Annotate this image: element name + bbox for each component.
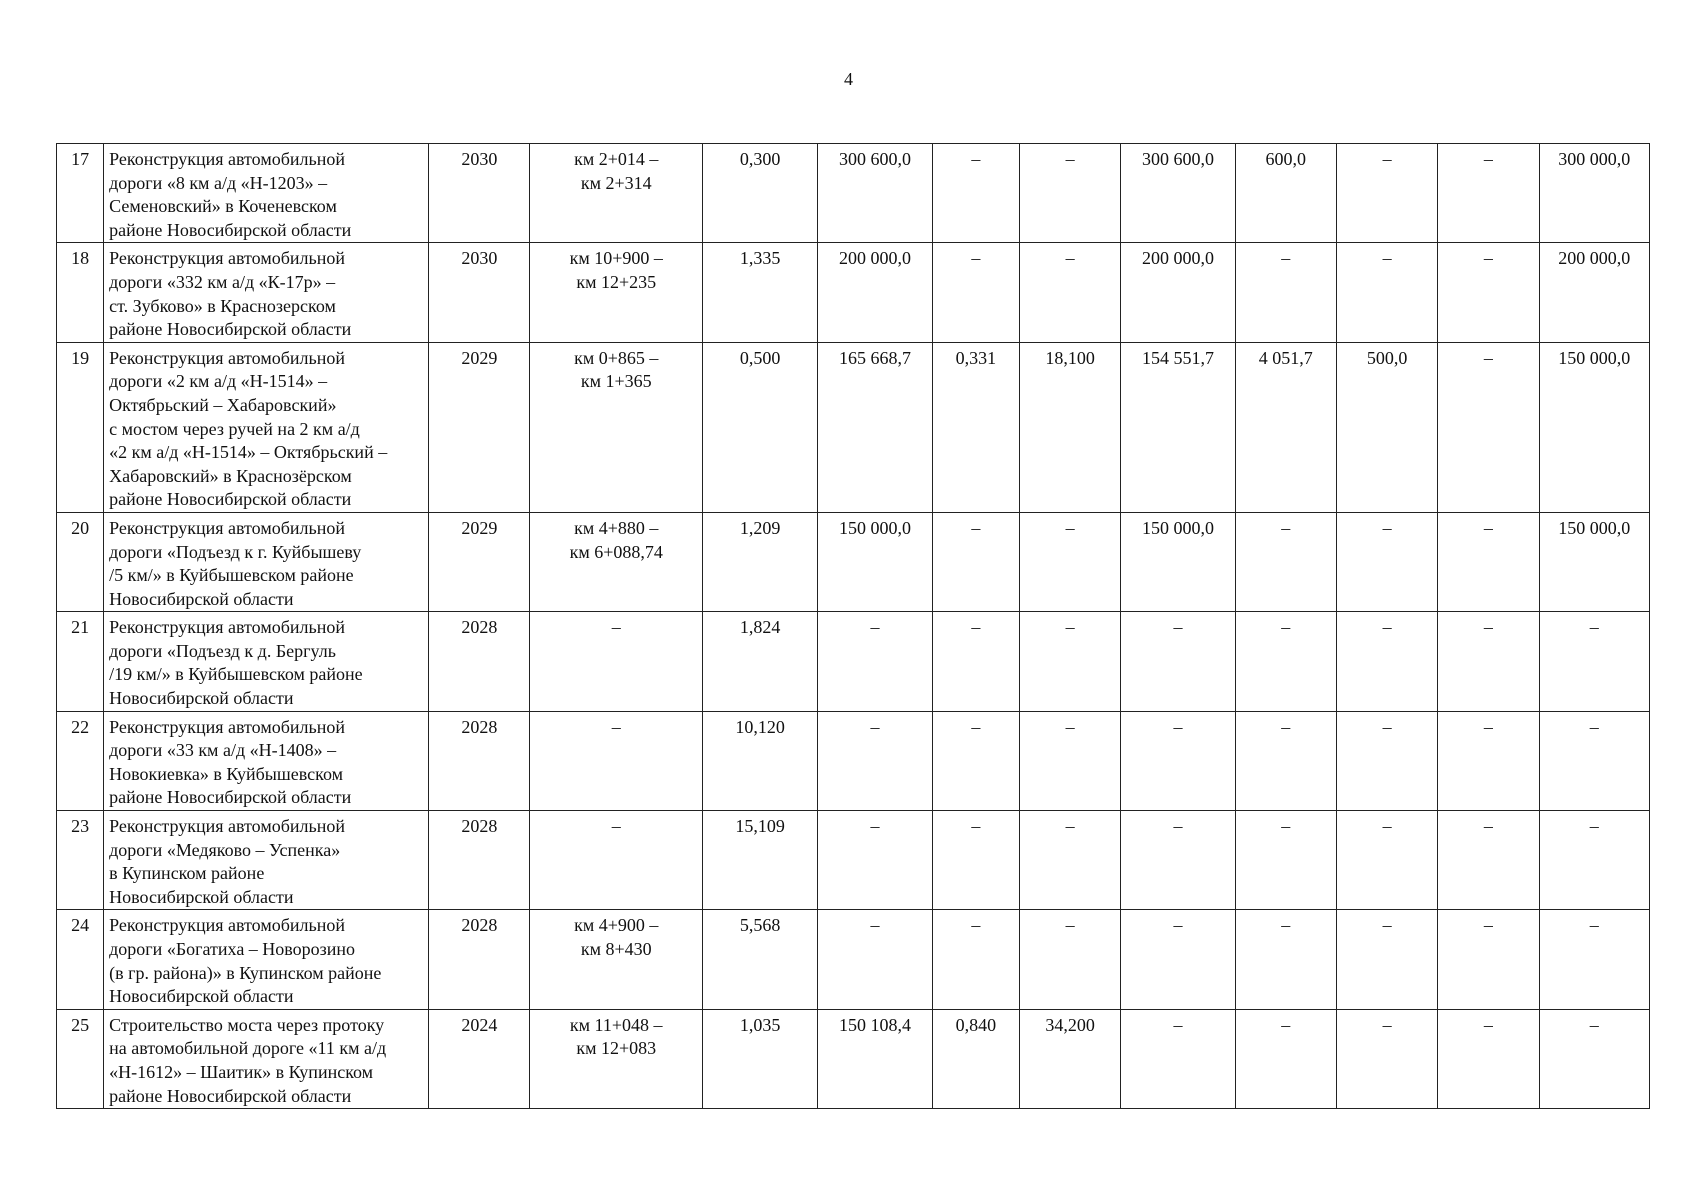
row-number: 24 bbox=[57, 910, 104, 1009]
road-section-cell bbox=[530, 243, 703, 342]
project-name-line: дороги «Богатиха – Новорозино bbox=[109, 939, 356, 959]
length-cell: 1,209 bbox=[703, 512, 818, 611]
cost-cell: 150 000,0 bbox=[818, 512, 932, 611]
cost-cell: 165 668,7 bbox=[818, 342, 932, 512]
year-cell: 2028 bbox=[429, 910, 530, 1009]
project-name-line: Новокиевка» в Куйбышевском bbox=[109, 763, 343, 784]
row-number: 25 bbox=[57, 1009, 104, 1108]
table-row bbox=[57, 612, 1650, 711]
value-cell-11: – bbox=[1438, 1009, 1539, 1108]
road-section-line: км 1+365 bbox=[580, 371, 652, 392]
value-cell-6: 0,331 bbox=[932, 342, 1019, 512]
value-cell-12: 150 000,0 bbox=[1539, 342, 1649, 512]
road-section-line: км 10+900 – bbox=[569, 248, 663, 269]
table-row bbox=[57, 243, 1650, 342]
year-cell: 2028 bbox=[429, 811, 530, 910]
project-name-line: Октябрьский – Хабаровский» bbox=[109, 394, 337, 415]
project-name-line: районе Новосибирской области bbox=[109, 319, 352, 340]
project-name-line: ст. Зубково» в Краснозерском bbox=[109, 295, 336, 316]
road-section-cell bbox=[530, 811, 703, 910]
road-projects-table bbox=[56, 143, 1650, 1109]
table-row bbox=[57, 811, 1650, 910]
value-cell-10: – bbox=[1336, 1009, 1437, 1108]
value-cell-7: – bbox=[1019, 512, 1120, 611]
value-cell-9: – bbox=[1235, 612, 1336, 711]
value-cell-6: – bbox=[932, 910, 1019, 1009]
value-cell-7: 18,100 bbox=[1019, 342, 1120, 512]
value-cell-12: 150 000,0 bbox=[1539, 512, 1649, 611]
project-name-line: с мостом через ручей на 2 км а/д bbox=[109, 418, 360, 439]
table-row bbox=[57, 910, 1650, 1009]
project-name-line: Хабаровский» в Краснозёрском bbox=[109, 465, 352, 486]
project-name-line: Реконструкция автомобильной bbox=[109, 816, 345, 837]
project-name-cell bbox=[104, 612, 429, 711]
length-cell: 1,035 bbox=[703, 1009, 818, 1108]
year-cell: 2030 bbox=[429, 243, 530, 342]
value-cell-11: – bbox=[1438, 144, 1539, 243]
value-cell-9: – bbox=[1235, 1009, 1336, 1108]
value-cell-12: 300 000,0 bbox=[1539, 144, 1649, 243]
year-cell: 2030 bbox=[429, 144, 530, 243]
value-cell-9: – bbox=[1235, 512, 1336, 611]
length-cell: 15,109 bbox=[703, 811, 818, 910]
table-row bbox=[57, 1009, 1650, 1108]
value-cell-6: – bbox=[932, 612, 1019, 711]
row-number: 20 bbox=[57, 512, 104, 611]
value-cell-6: 0,840 bbox=[932, 1009, 1019, 1108]
cost-cell: – bbox=[818, 910, 932, 1009]
project-name-line: дороги «33 км а/д «Н-1408» – bbox=[109, 740, 337, 761]
value-cell-8: – bbox=[1121, 711, 1235, 810]
table-row bbox=[57, 711, 1650, 810]
project-name-line: дороги «2 км а/д «Н-1514» – bbox=[109, 371, 328, 392]
value-cell-7: – bbox=[1019, 910, 1120, 1009]
road-section-cell bbox=[530, 144, 703, 243]
value-cell-12: – bbox=[1539, 910, 1649, 1009]
value-cell-10: – bbox=[1336, 144, 1437, 243]
value-cell-8: – bbox=[1121, 1009, 1235, 1108]
value-cell-11: – bbox=[1438, 342, 1539, 512]
length-cell: 1,335 bbox=[703, 243, 818, 342]
value-cell-12: – bbox=[1539, 711, 1649, 810]
value-cell-6: – bbox=[932, 711, 1019, 810]
project-name-line: Реконструкция автомобильной bbox=[109, 347, 345, 368]
year-cell: 2029 bbox=[429, 342, 530, 512]
road-section-line: – bbox=[611, 816, 621, 837]
project-name-line: районе Новосибирской области bbox=[109, 219, 352, 240]
length-cell: 10,120 bbox=[703, 711, 818, 810]
project-name-line: на автомобильной дороге «11 км а/д bbox=[109, 1038, 387, 1059]
length-cell: 5,568 bbox=[703, 910, 818, 1009]
road-section-cell bbox=[530, 612, 703, 711]
value-cell-12: – bbox=[1539, 612, 1649, 711]
year-cell: 2028 bbox=[429, 711, 530, 810]
value-cell-7: – bbox=[1019, 144, 1120, 243]
row-number: 21 bbox=[57, 612, 104, 711]
value-cell-10: – bbox=[1336, 243, 1437, 342]
length-cell: 0,500 bbox=[703, 342, 818, 512]
value-cell-9: – bbox=[1235, 910, 1336, 1009]
road-section-line: км 4+880 – bbox=[574, 517, 659, 538]
value-cell-12: – bbox=[1539, 1009, 1649, 1108]
cost-cell: – bbox=[818, 612, 932, 711]
project-name-line: Новосибирской области bbox=[109, 886, 294, 907]
road-section-line: км 12+083 bbox=[576, 1038, 657, 1059]
road-section-line: км 4+900 – bbox=[574, 915, 659, 936]
project-name-line: дороги «Подъезд к г. Куйбышеву bbox=[109, 541, 362, 562]
value-cell-7: – bbox=[1019, 711, 1120, 810]
value-cell-11: – bbox=[1438, 243, 1539, 342]
year-cell: 2024 bbox=[429, 1009, 530, 1108]
road-section-line: км 6+088,74 bbox=[569, 541, 663, 562]
project-name-cell bbox=[104, 1009, 429, 1108]
cost-cell: – bbox=[818, 811, 932, 910]
road-section-line: км 8+430 bbox=[580, 939, 652, 959]
row-number: 18 bbox=[57, 243, 104, 342]
project-name-cell bbox=[104, 910, 429, 1009]
value-cell-8: 200 000,0 bbox=[1121, 243, 1235, 342]
project-name-line: Реконструкция автомобильной bbox=[109, 517, 345, 538]
project-name-line: районе Новосибирской области bbox=[109, 489, 352, 510]
value-cell-10: – bbox=[1336, 811, 1437, 910]
project-name-line: в Купинском районе bbox=[109, 863, 265, 884]
project-name-line: «2 км а/д «Н-1514» – Октябрьский – bbox=[109, 442, 388, 463]
road-section-line: км 11+048 – bbox=[569, 1014, 663, 1035]
year-cell: 2028 bbox=[429, 612, 530, 711]
project-name-line: дороги «8 км а/д «Н-1203» – bbox=[109, 172, 328, 193]
table-row bbox=[57, 342, 1650, 512]
project-name-line: Реконструкция автомобильной bbox=[109, 149, 345, 169]
project-name-line: Реконструкция автомобильной bbox=[109, 716, 345, 737]
value-cell-10: – bbox=[1336, 910, 1437, 1009]
project-name-line: «Н-1612» – Шаитик» в Купинском bbox=[109, 1061, 374, 1082]
project-name-line: Новосибирской области bbox=[109, 986, 294, 1007]
value-cell-8: – bbox=[1121, 811, 1235, 910]
year-cell: 2029 bbox=[429, 512, 530, 611]
project-name-line: (в гр. района)» в Купинском районе bbox=[109, 962, 382, 983]
value-cell-10: – bbox=[1336, 512, 1437, 611]
value-cell-12: 200 000,0 bbox=[1539, 243, 1649, 342]
road-section-cell bbox=[530, 512, 703, 611]
value-cell-8: 150 000,0 bbox=[1121, 512, 1235, 611]
project-name-cell bbox=[104, 811, 429, 910]
cost-cell: – bbox=[818, 711, 932, 810]
value-cell-8: 300 600,0 bbox=[1121, 144, 1235, 243]
value-cell-11: – bbox=[1438, 512, 1539, 611]
value-cell-7: 34,200 bbox=[1019, 1009, 1120, 1108]
cost-cell: 150 108,4 bbox=[818, 1009, 932, 1108]
value-cell-12: – bbox=[1539, 811, 1649, 910]
row-number: 19 bbox=[57, 342, 104, 512]
project-name-line: дороги «332 км а/д «К-17р» – bbox=[109, 271, 336, 292]
length-cell: 0,300 bbox=[703, 144, 818, 243]
project-name-line: районе Новосибирской области bbox=[109, 1085, 352, 1106]
project-name-line: Новосибирской области bbox=[109, 588, 294, 609]
road-section-line: км 2+014 – bbox=[574, 149, 659, 169]
value-cell-7: – bbox=[1019, 811, 1120, 910]
value-cell-8: – bbox=[1121, 910, 1235, 1009]
project-name-line: /5 км/» в Куйбышевском районе bbox=[109, 565, 354, 586]
project-name-cell bbox=[104, 144, 429, 243]
project-name-line: дороги «Медяково – Успенка» bbox=[109, 839, 341, 860]
value-cell-8: – bbox=[1121, 612, 1235, 711]
value-cell-7: – bbox=[1019, 243, 1120, 342]
project-name-cell bbox=[104, 711, 429, 810]
table-row bbox=[57, 144, 1650, 243]
row-number: 23 bbox=[57, 811, 104, 910]
value-cell-7: – bbox=[1019, 612, 1120, 711]
project-name-line: Семеновский» в Коченевском bbox=[109, 196, 337, 217]
value-cell-9: – bbox=[1235, 711, 1336, 810]
value-cell-6: – bbox=[932, 811, 1019, 910]
road-section-cell bbox=[530, 711, 703, 810]
length-cell: 1,824 bbox=[703, 612, 818, 711]
project-name-cell bbox=[104, 342, 429, 512]
row-number: 22 bbox=[57, 711, 104, 810]
road-section-line: км 12+235 bbox=[576, 271, 657, 292]
road-section-cell bbox=[530, 342, 703, 512]
row-number: 17 bbox=[57, 144, 104, 243]
project-name-line: Новосибирской области bbox=[109, 688, 294, 709]
project-name-line: Реконструкция автомобильной bbox=[109, 248, 345, 269]
value-cell-11: – bbox=[1438, 811, 1539, 910]
project-name-line: Реконструкция автомобильной bbox=[109, 915, 345, 936]
cost-cell: 300 600,0 bbox=[818, 144, 932, 243]
value-cell-9: – bbox=[1235, 243, 1336, 342]
project-name-line: дороги «Подъезд к д. Бергуль bbox=[109, 640, 336, 661]
value-cell-9: 600,0 bbox=[1235, 144, 1336, 243]
road-section-line: – bbox=[611, 617, 621, 638]
road-section-cell bbox=[530, 1009, 703, 1108]
value-cell-6: – bbox=[932, 144, 1019, 243]
value-cell-11: – bbox=[1438, 711, 1539, 810]
project-name-line: Реконструкция автомобильной bbox=[109, 617, 345, 638]
value-cell-10: 500,0 bbox=[1336, 342, 1437, 512]
project-name-cell bbox=[104, 243, 429, 342]
project-name-line: районе Новосибирской области bbox=[109, 787, 352, 808]
road-section-line: – bbox=[611, 716, 621, 737]
road-section-line: км 0+865 – bbox=[574, 347, 659, 368]
project-name-line: Строительство моста через протоку bbox=[109, 1014, 385, 1035]
project-name-line: /19 км/» в Куйбышевском районе bbox=[109, 664, 363, 685]
road-section-cell bbox=[530, 910, 703, 1009]
value-cell-6: – bbox=[932, 512, 1019, 611]
value-cell-10: – bbox=[1336, 612, 1437, 711]
page-number: 4 bbox=[844, 69, 853, 89]
table-row bbox=[57, 512, 1650, 611]
value-cell-9: – bbox=[1235, 811, 1336, 910]
value-cell-8: 154 551,7 bbox=[1121, 342, 1235, 512]
value-cell-9: 4 051,7 bbox=[1235, 342, 1336, 512]
value-cell-11: – bbox=[1438, 910, 1539, 1009]
value-cell-6: – bbox=[932, 243, 1019, 342]
project-name-cell bbox=[104, 512, 429, 611]
cost-cell: 200 000,0 bbox=[818, 243, 932, 342]
value-cell-10: – bbox=[1336, 711, 1437, 810]
value-cell-11: – bbox=[1438, 612, 1539, 711]
road-section-line: км 2+314 bbox=[580, 172, 652, 193]
